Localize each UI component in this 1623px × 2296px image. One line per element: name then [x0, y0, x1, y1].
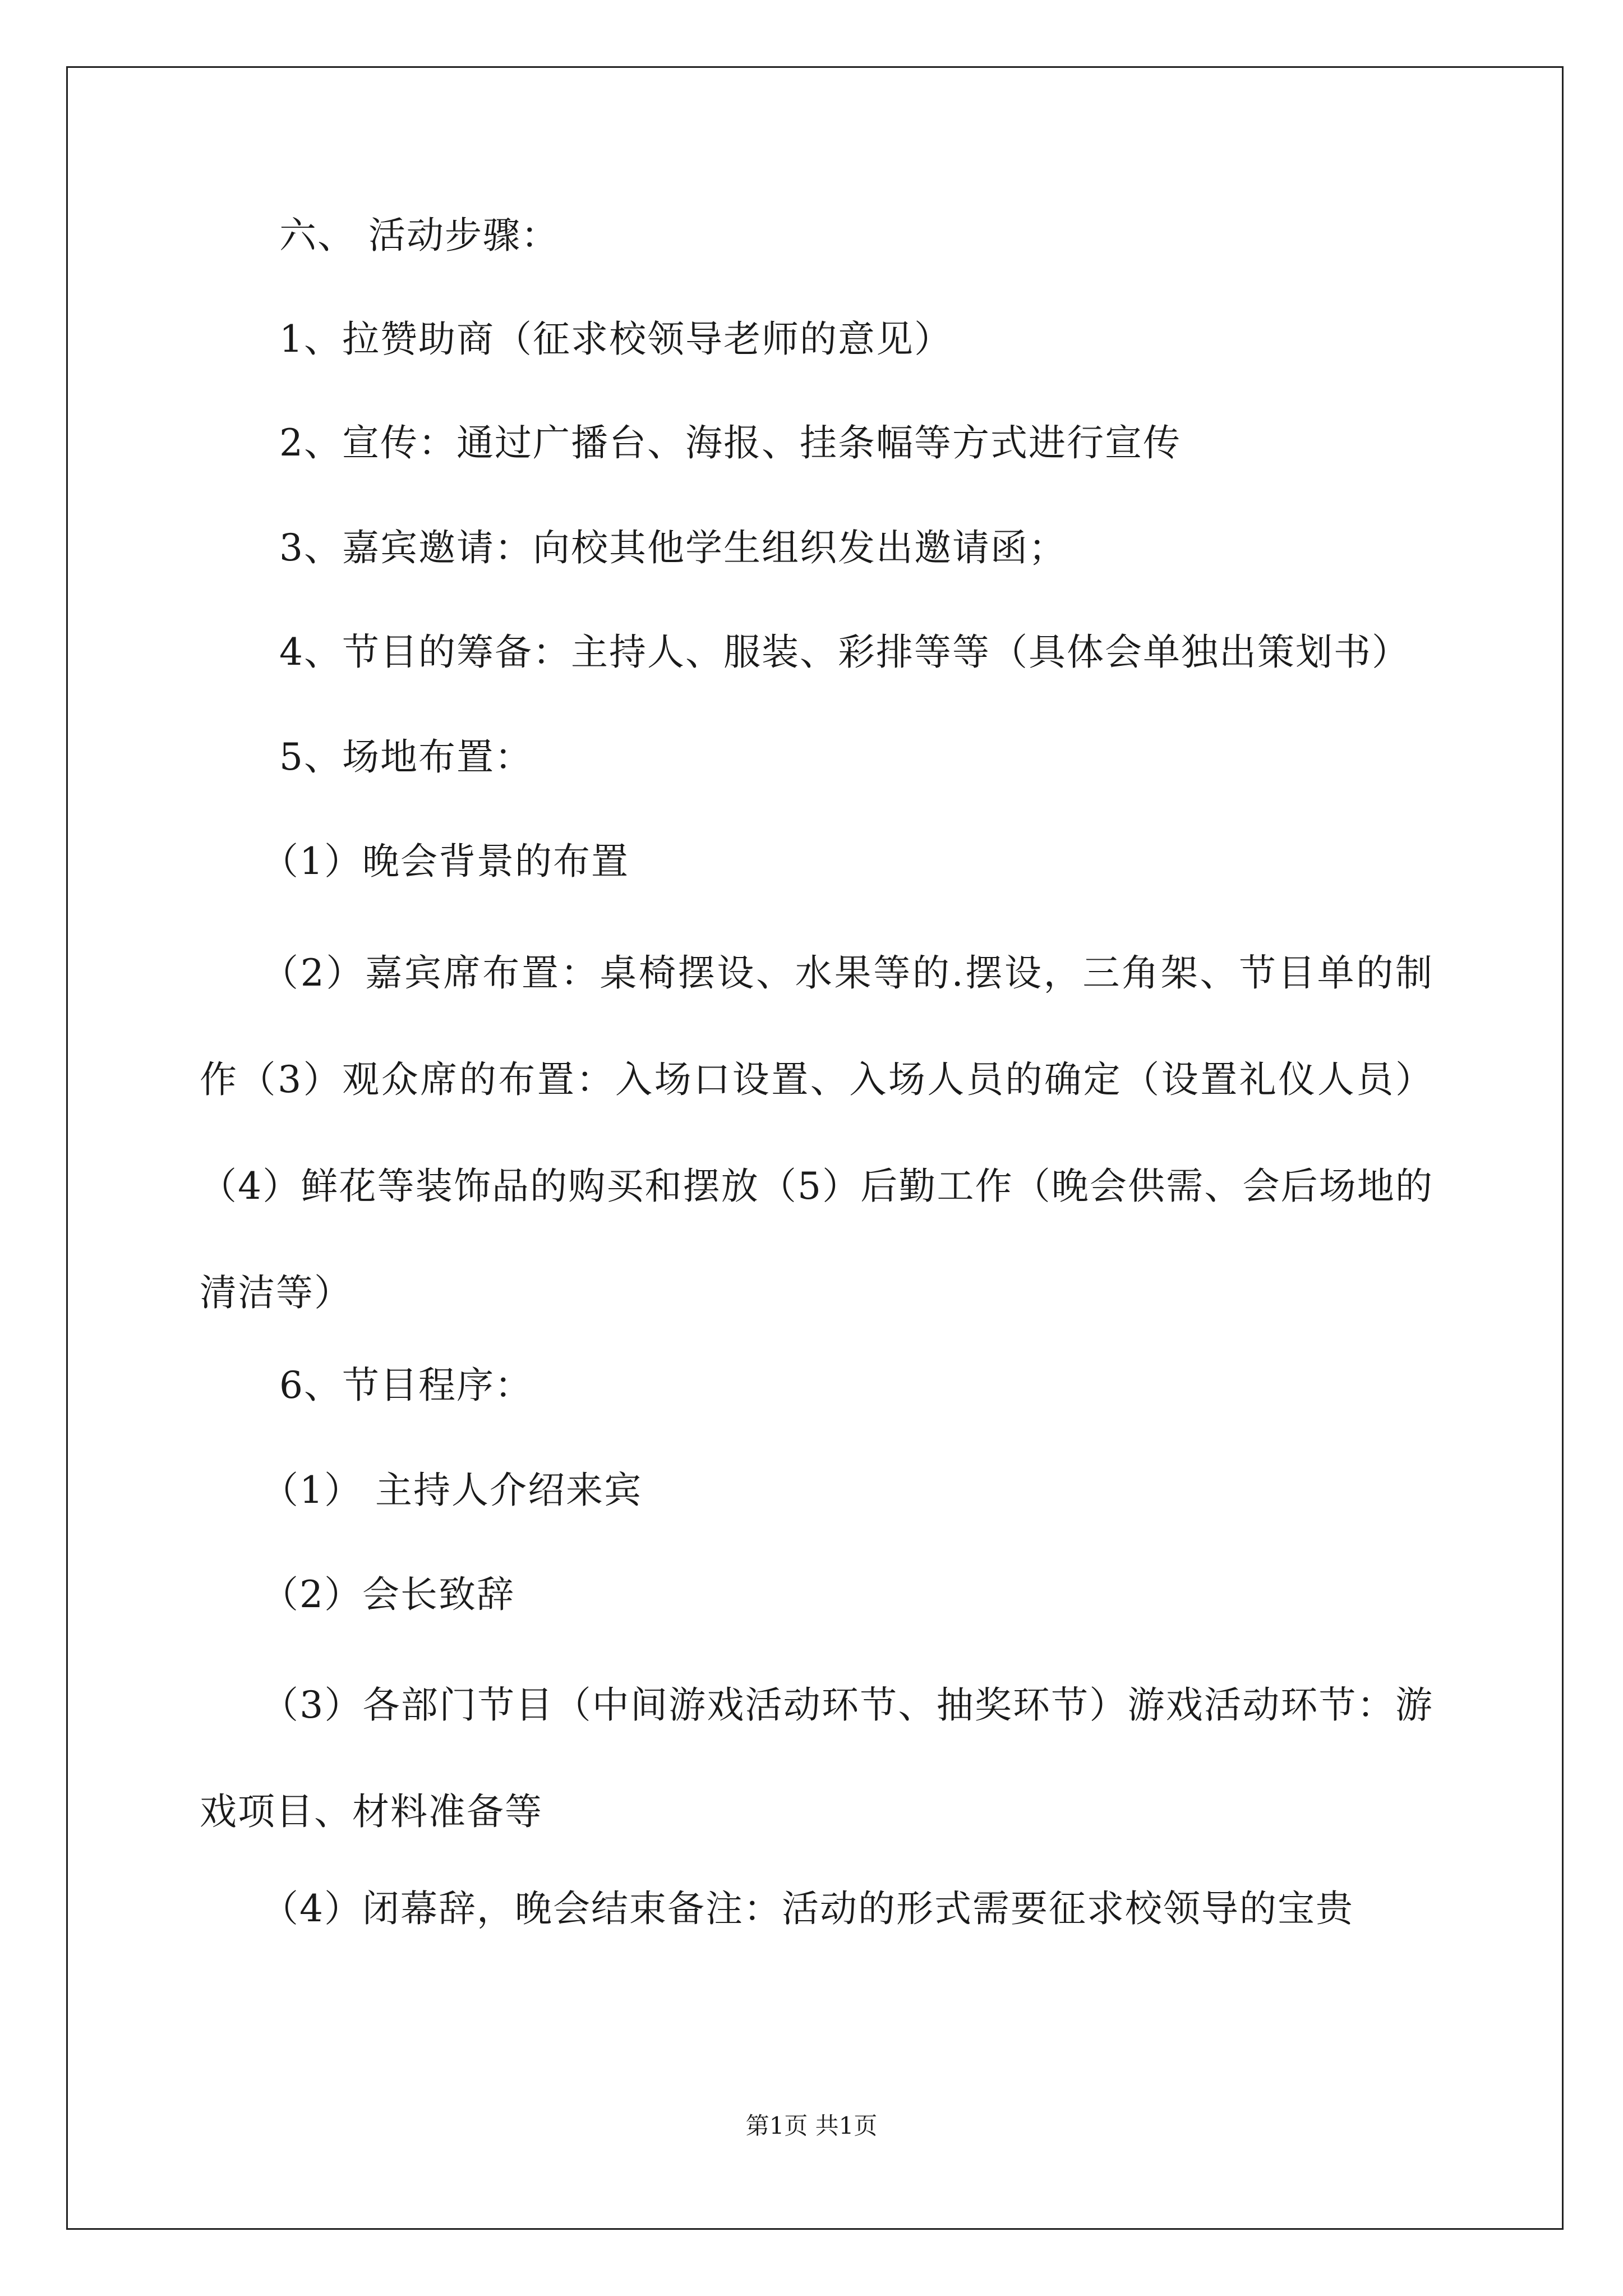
page-number-footer: 第1页 共1页 — [745, 2112, 878, 2139]
venue-details-text: （2）嘉宾席布置：桌椅摆设、水果等的.摆设，三角架、节目单的制作（3）观众席的布置：入场口设置、入场人员的确定（设置礼仪人员）（4）鲜花等装饰品的购买和摆放（5）后勤工作（晚会供需、会后场地的清洁等） — [200, 951, 1433, 1314]
step-1-sponsorship: 1、拉赞助商（征求校领导老师的意见） — [279, 318, 952, 361]
step-5-venue: 5、场地布置： — [279, 735, 533, 779]
departments-paragraph — [200, 1652, 1433, 1865]
venue-item-1: （1）晚会背景的布置 — [261, 840, 629, 883]
step-2-publicity: 2、宣传：通过广播台、海报、挂条幅等方式进行宣传 — [279, 421, 1181, 464]
section-heading-activity-steps: 六、 活动步骤： — [279, 214, 559, 257]
program-item-4-closing: （4）闭幕辞，晚会结束备注：活动的形式需要征求校领导的宝贵 — [261, 1887, 1354, 1930]
program-item-1: （1） 主持人介绍来宾 — [261, 1469, 642, 1512]
step-4-program-prep: 4、节目的筹备：主持人、服装、彩排等等（具体会单独出策划书） — [279, 631, 1410, 674]
program-item-2: （2）会长致辞 — [261, 1573, 515, 1616]
step-3-invitation: 3、嘉宾邀请：向校其他学生组织发出邀请函； — [279, 526, 1067, 569]
departments-text: （3）各部门节目（中间游戏活动环节、抽奖环节）游戏活动环节：游戏项目、材料准备等 — [200, 1683, 1433, 1833]
venue-details-paragraph — [200, 920, 1433, 1346]
step-6-program-order: 6、节目程序： — [279, 1364, 533, 1407]
